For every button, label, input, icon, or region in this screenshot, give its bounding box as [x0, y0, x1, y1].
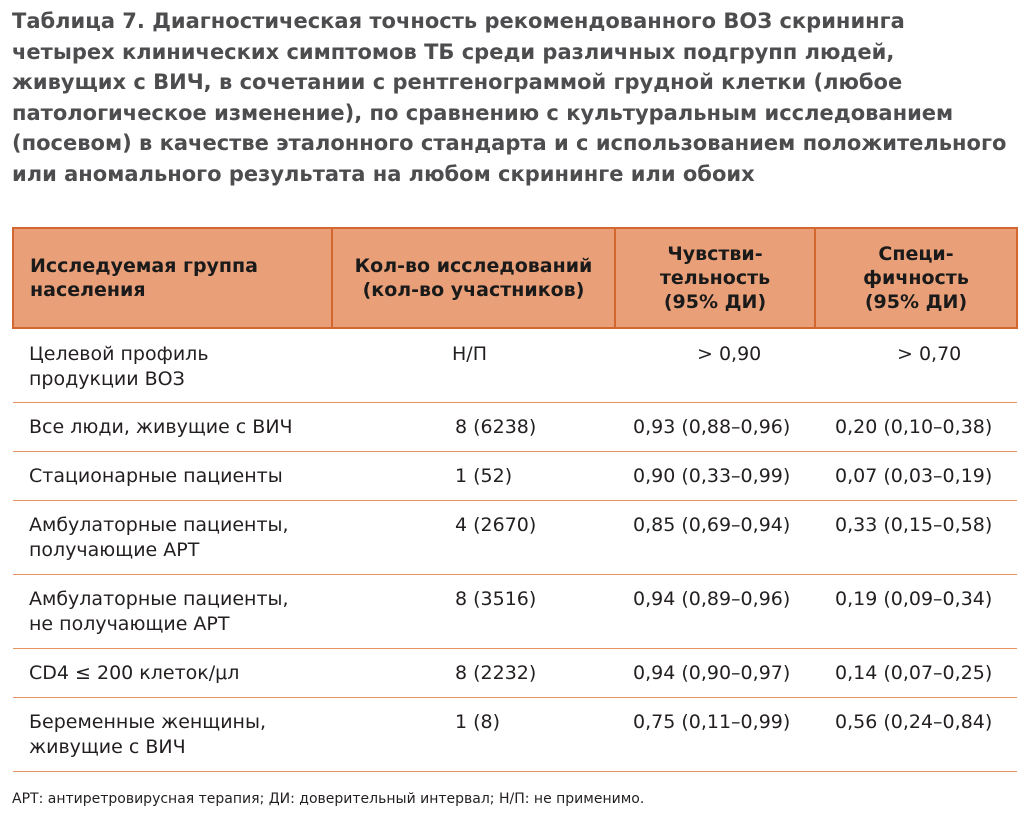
- table-row: [13, 697, 1017, 771]
- cell-sensitivity: 0,90 (0,33–0,99): [615, 451, 815, 500]
- cell-specificity: 0,07 (0,03–0,19): [815, 451, 1017, 500]
- header-sensitivity-line: тельность: [659, 267, 771, 289]
- cell-group-line: Целевой профиль: [29, 343, 209, 365]
- title-line: четырех клинических симптомов ТБ среди различных подгрупп людей,: [12, 39, 895, 64]
- table-header-row: [13, 228, 1017, 328]
- cell-group: [13, 574, 332, 648]
- title-line: живущих с ВИЧ, в сочетании с рентгенограммой грудной клетки (любое: [12, 70, 903, 94]
- cell-count: 8 (6238): [332, 402, 615, 451]
- table-row: [13, 574, 1017, 648]
- cell-sensitivity: 0,75 (0,11–0,99): [615, 697, 815, 771]
- footnote: АРТ: антиретровирусная терапия; ДИ: доверительный интервал; Н/П: не применимо.: [12, 791, 645, 807]
- table-row: [13, 451, 1017, 500]
- header-group-line: населения: [30, 279, 146, 301]
- cell-count: 4 (2670): [332, 500, 615, 574]
- title-line: (посевом) в качестве эталонного стандарта и с использованием положительного: [12, 131, 1007, 155]
- cell-group: [13, 402, 332, 451]
- cell-group-line: получающие АРТ: [29, 538, 200, 561]
- cell-group: [13, 697, 332, 771]
- cell-group-line: CD4 ≤ 200 клеток/μл: [29, 661, 240, 684]
- header-group-line: Исследуемая группа: [30, 255, 258, 277]
- cell-sensitivity: > 0,90: [615, 328, 815, 402]
- cell-specificity: 0,20 (0,10–0,38): [815, 402, 1017, 451]
- cell-group-line: Стационарные пациенты: [29, 464, 283, 487]
- cell-group-line: Все люди, живущие с ВИЧ: [29, 415, 293, 438]
- table-title: [12, 6, 1012, 189]
- cell-sensitivity: 0,94 (0,90–0,97): [615, 648, 815, 697]
- cell-count: 1 (8): [332, 697, 615, 771]
- header-specificity-line: фичность: [863, 267, 969, 289]
- cell-group: [13, 328, 332, 402]
- header-count-line: (кол-во участников): [362, 279, 585, 301]
- cell-specificity: > 0,70: [815, 328, 1017, 402]
- table-row: [13, 500, 1017, 574]
- title-line: или аномального результата на любом скрининге или обоих: [12, 161, 755, 186]
- cell-specificity: 0,19 (0,09–0,34): [815, 574, 1017, 648]
- cell-count: 8 (3516): [332, 574, 615, 648]
- diagnostic-accuracy-table: [12, 227, 1018, 772]
- cell-group-line: Беременные женщины,: [29, 710, 267, 733]
- table-row: [13, 328, 1017, 402]
- cell-group-line: Амбулаторные пациенты,: [29, 513, 289, 536]
- cell-sensitivity: 0,93 (0,88–0,96): [615, 402, 815, 451]
- cell-group-line: продукции ВОЗ: [29, 368, 185, 390]
- header-sensitivity-line: Чувстви-: [667, 243, 763, 265]
- header-group: [13, 228, 332, 328]
- header-sensitivity: [615, 228, 815, 328]
- cell-count: Н/П: [332, 328, 615, 402]
- cell-specificity: 0,56 (0,24–0,84): [815, 697, 1017, 771]
- cell-specificity: 0,33 (0,15–0,58): [815, 500, 1017, 574]
- cell-group-line: Амбулаторные пациенты,: [29, 587, 289, 610]
- cell-group: [13, 451, 332, 500]
- cell-sensitivity: 0,94 (0,89–0,96): [615, 574, 815, 648]
- header-sensitivity-line: (95% ДИ): [663, 291, 767, 313]
- table-row: [13, 402, 1017, 451]
- header-count-line: Кол-во исследований: [354, 255, 593, 277]
- cell-group-line: не получающие АРТ: [29, 612, 230, 635]
- cell-group: [13, 500, 332, 574]
- cell-count: 1 (52): [332, 451, 615, 500]
- header-specificity-line: Специ-: [878, 243, 954, 265]
- header-specificity-line: (95% ДИ): [864, 291, 968, 313]
- cell-group-line: живущие с ВИЧ: [29, 735, 186, 758]
- cell-count: 8 (2232): [332, 648, 615, 697]
- header-specificity: [815, 228, 1017, 328]
- cell-sensitivity: 0,85 (0,69–0,94): [615, 500, 815, 574]
- cell-group: [13, 648, 332, 697]
- cell-specificity: 0,14 (0,07–0,25): [815, 648, 1017, 697]
- table-row: [13, 648, 1017, 697]
- header-count: [332, 228, 615, 328]
- title-line: патологическое изменение), по сравнению с культуральным исследованием: [12, 100, 954, 125]
- title-line: Таблица 7. Диагностическая точность рекомендованного ВОЗ скрининга: [12, 9, 905, 33]
